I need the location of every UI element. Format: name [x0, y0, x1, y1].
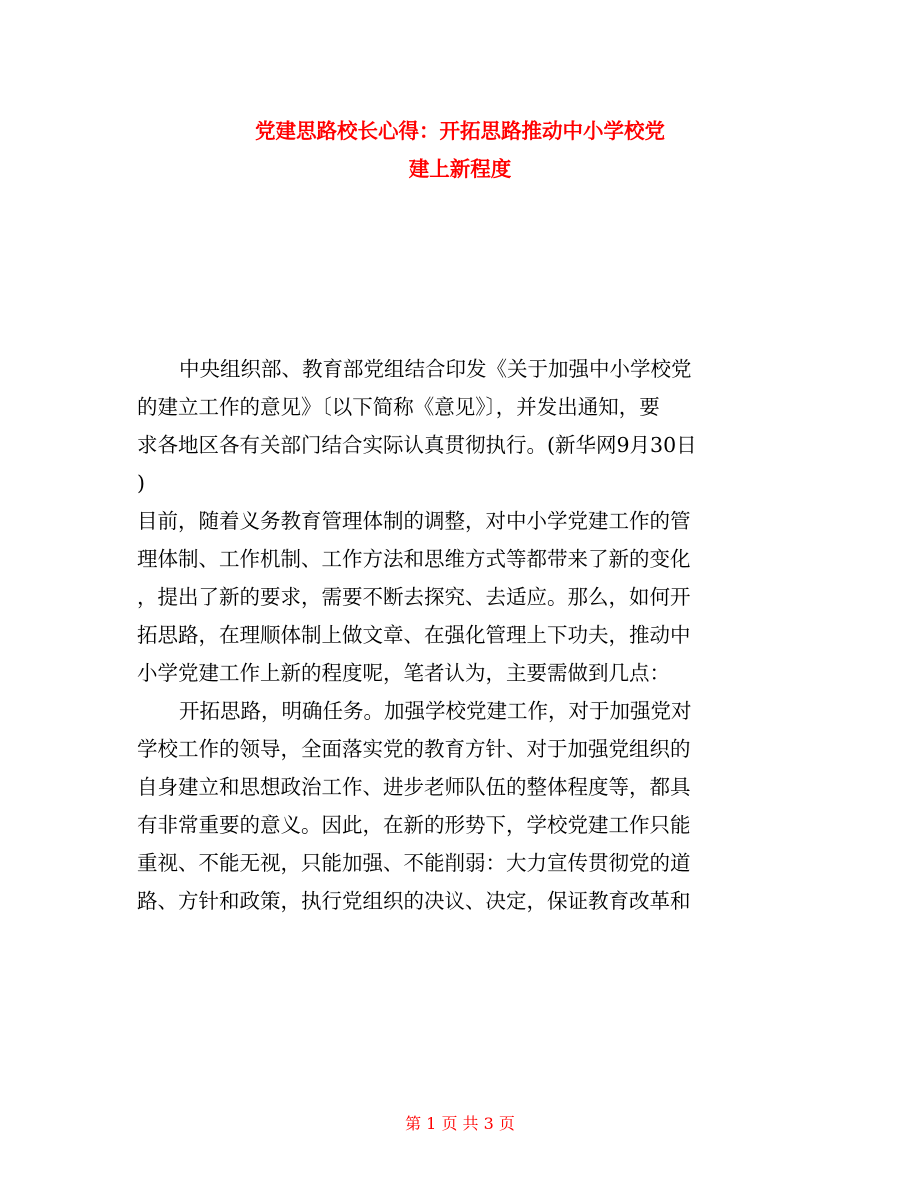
- paragraph-line: 自身建立和思想政治工作、进步老师队伍的整体程度等，都具: [137, 775, 691, 799]
- title-line-1: 党建思路校长心得：开拓思路推动中小学校党: [255, 119, 665, 143]
- paragraph-2: [137, 502, 787, 692]
- paragraph-line: 有非常重要的意义。因此，在新的形势下，学校党建工作只能: [137, 813, 691, 837]
- paragraph-line: 学校工作的领导，全面落实党的教育方针、对于加强党组织的: [137, 737, 691, 761]
- paragraph-line: 的建立工作的意见》〔以下简称《意见》〕，并发出通知，要: [137, 395, 660, 419]
- page-footer: 第 1 页 共 3 页: [405, 1114, 515, 1133]
- document-body: [137, 350, 787, 920]
- paragraph-line: ，提出了新的要求，需要不断去探究、去适应。那么，如何开: [137, 585, 691, 609]
- paragraph-line: 理体制、工作机制、工作方法和思维方式等都带来了新的变化: [137, 547, 691, 571]
- paragraph-3: [137, 692, 787, 920]
- paragraph-line: ): [137, 471, 145, 495]
- paragraph-line: 小学党建工作上新的程度呢，笔者认为，主要需做到几点：: [137, 661, 670, 685]
- document-title: [120, 112, 800, 188]
- paragraph-line: 重视、不能无视，只能加强、不能削弱：大力宣传贯彻党的道: [137, 851, 691, 875]
- paragraph-line: 拓思路，在理顺体制上做文章、在强化管理上下功夫，推动中: [137, 623, 691, 647]
- paragraph-line: 求各地区各有关部门结合实际认真贯彻执行。(新华网9月30日: [137, 433, 697, 457]
- paragraph-line: 路、方针和政策，执行党组织的决议、决定，保证教育改革和: [137, 889, 691, 913]
- paragraph-line: 目前，随着义务教育管理体制的调整，对中小学党建工作的管: [137, 509, 691, 533]
- paragraph-line: 中央组织部、教育部党组结合印发《关于加强中小学校党: [179, 357, 692, 381]
- title-line-2: 建上新程度: [408, 157, 512, 181]
- paragraph-line: 开拓思路，明确任务。加强学校党建工作，对于加强党对: [179, 699, 692, 723]
- paragraph-1: [137, 350, 787, 502]
